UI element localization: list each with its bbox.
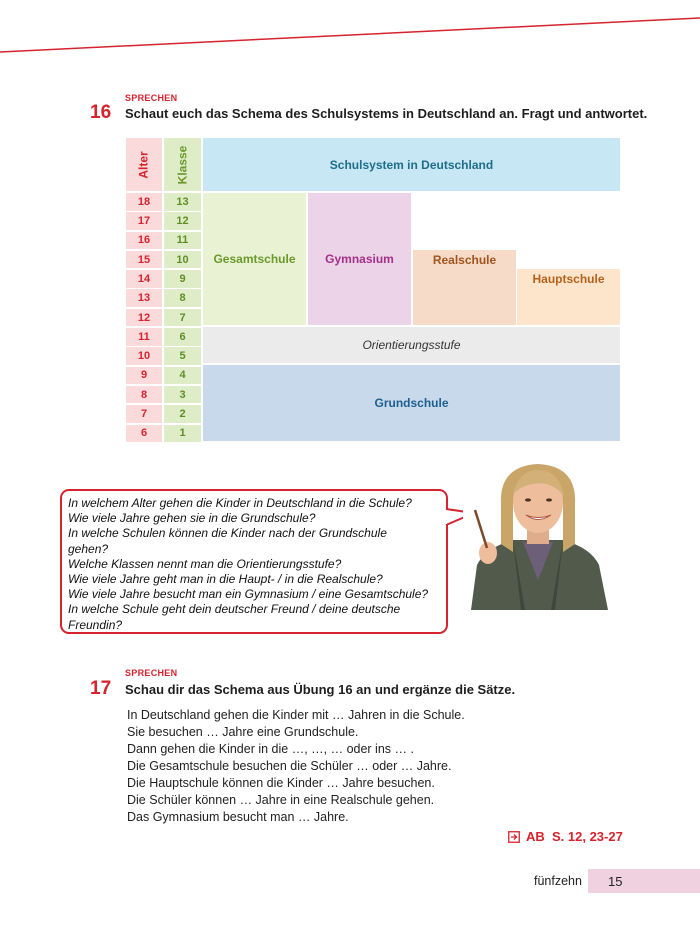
class-cell: 8 bbox=[164, 289, 201, 307]
class-cell: 3 bbox=[164, 386, 201, 404]
gesamtschule-label: Gesamtschule bbox=[213, 252, 296, 266]
sentence-line: Die Schüler können … Jahre in eine Realschule gehen. bbox=[127, 793, 435, 807]
school-system-schema bbox=[0, 0, 700, 450]
grundschule-block bbox=[203, 365, 620, 441]
gesamtschule-block bbox=[203, 193, 306, 325]
class-cell: 10 bbox=[164, 251, 201, 269]
class-header bbox=[164, 138, 201, 191]
class-column bbox=[164, 193, 201, 444]
question-line: Wie viele Jahre gehen sie in die Grundschule? bbox=[68, 511, 316, 526]
age-cell: 14 bbox=[126, 270, 162, 288]
sentence-line: Dann gehen die Kinder in die …, …, … oder ins … . bbox=[127, 742, 414, 756]
schema-title: Schulsystem in Deutschland bbox=[329, 157, 494, 172]
ex16-label: SPRECHEN bbox=[125, 93, 178, 103]
sentence-line: Das Gymnasium besucht man … Jahre. bbox=[127, 810, 349, 824]
class-header-label: Klasse bbox=[175, 145, 190, 184]
question-line: In welche Schulen können die Kinder nach der Grundschule bbox=[68, 526, 387, 541]
class-cell: 4 bbox=[164, 367, 201, 385]
class-cell: 11 bbox=[164, 232, 201, 250]
age-header bbox=[126, 138, 162, 191]
class-cell: 2 bbox=[164, 405, 201, 423]
class-cell: 7 bbox=[164, 309, 201, 327]
question-line: gehen? bbox=[68, 541, 109, 556]
age-cell: 8 bbox=[126, 386, 162, 404]
age-cell: 6 bbox=[126, 425, 162, 443]
realschule-block bbox=[413, 250, 516, 325]
sentence-line: Die Hauptschule können die Kinder … Jahre besuchen. bbox=[127, 776, 435, 790]
class-cell: 5 bbox=[164, 347, 201, 365]
age-header-label: Alter bbox=[137, 150, 151, 179]
age-column bbox=[126, 193, 162, 444]
age-cell: 11 bbox=[126, 328, 162, 346]
hauptschule-label: Hauptschule bbox=[532, 272, 605, 286]
workbook-reference-text: AB S. 12, 23-27 bbox=[526, 829, 623, 844]
age-cell: 15 bbox=[126, 251, 162, 269]
age-cell: 13 bbox=[126, 289, 162, 307]
sentence-line: In Deutschland gehen die Kinder mit … Jahren in die Schule. bbox=[127, 708, 465, 722]
question-line: Wie viele Jahre geht man in die Haupt- / in die Realschule? bbox=[68, 572, 383, 587]
class-cell: 9 bbox=[164, 270, 201, 288]
class-cell: 6 bbox=[164, 328, 201, 346]
orientierungsstufe-block bbox=[203, 327, 620, 363]
page-number: 15 bbox=[608, 873, 623, 889]
ex16-number: 16 bbox=[90, 102, 112, 123]
ex17-instruction: Schau dir das Schema aus Übung 16 an und ergänze die Sätze. bbox=[125, 682, 516, 697]
question-line: Freundin? bbox=[68, 617, 123, 632]
gymnasium-block bbox=[308, 193, 411, 325]
ex16-instruction: Schaut euch das Schema des Schulsystems in Deutschland an. Fragt und antwortet. bbox=[125, 106, 648, 121]
age-cell: 7 bbox=[126, 405, 162, 423]
orientierungsstufe-label: Orientierungsstufe bbox=[362, 338, 461, 352]
teacher-photo bbox=[463, 460, 613, 610]
footer-page-word: fünfzehn bbox=[534, 874, 582, 888]
class-cell: 12 bbox=[164, 212, 201, 230]
arrow-box-icon bbox=[508, 831, 520, 843]
workbook-reference[interactable] bbox=[508, 829, 623, 844]
questions-speech-bubble bbox=[60, 489, 448, 634]
ex17-number: 17 bbox=[90, 678, 112, 699]
realschule-label: Realschule bbox=[432, 253, 497, 267]
schema-title-cell bbox=[203, 138, 620, 191]
footer-page-number-bar bbox=[588, 869, 700, 893]
age-cell: 18 bbox=[126, 193, 162, 211]
question-line: Wie viele Jahre besucht man ein Gymnasium / eine Gesamtschule? bbox=[68, 587, 429, 602]
hauptschule-block bbox=[517, 269, 620, 325]
gymnasium-label: Gymnasium bbox=[325, 252, 394, 266]
age-cell: 9 bbox=[126, 367, 162, 385]
sentence-line: Sie besuchen … Jahre eine Grundschule. bbox=[127, 725, 359, 739]
age-cell: 12 bbox=[126, 309, 162, 327]
question-line: In welche Schule geht dein deutscher Freund / deine deutsche bbox=[68, 602, 401, 617]
question-line: Welche Klassen nennt man die Orientierungsstufe? bbox=[68, 556, 342, 571]
class-cell: 1 bbox=[164, 425, 201, 443]
sentence-line: Die Gesamtschule besuchen die Schüler … oder … Jahre. bbox=[127, 759, 452, 773]
age-cell: 16 bbox=[126, 232, 162, 250]
ex17-sentences bbox=[127, 707, 465, 826]
age-cell: 17 bbox=[126, 212, 162, 230]
class-cell: 13 bbox=[164, 193, 201, 211]
ex17-label: SPRECHEN bbox=[125, 668, 178, 678]
age-cell: 10 bbox=[126, 347, 162, 365]
question-line: In welchem Alter gehen die Kinder in Deutschland in die Schule? bbox=[68, 496, 412, 510]
grundschule-label: Grundschule bbox=[374, 396, 449, 410]
